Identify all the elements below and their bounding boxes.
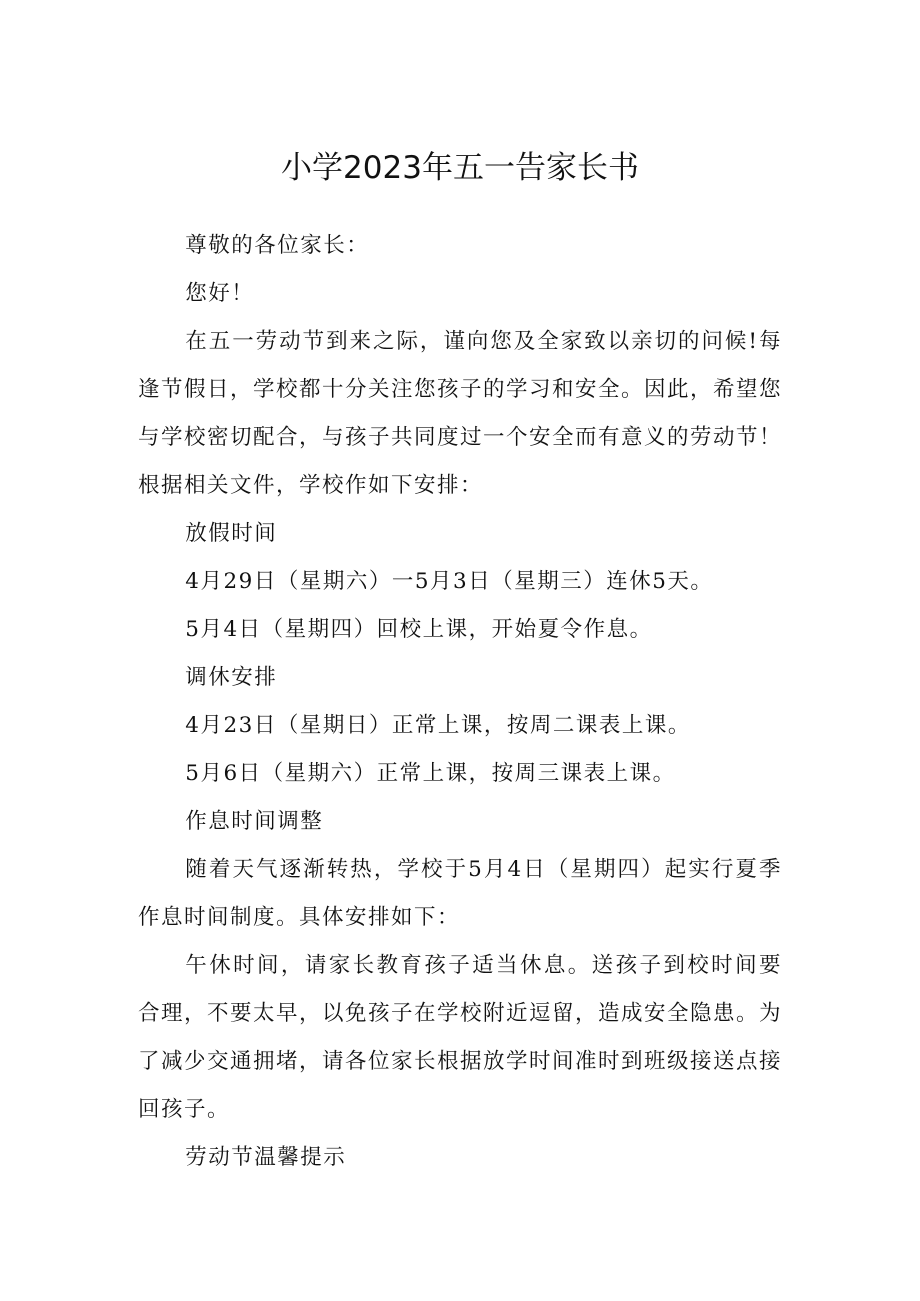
section-heading-schedule-adjustment: 作息时间调整	[185, 809, 324, 834]
section-heading-holiday-tips: 劳动节温馨提示	[185, 1145, 347, 1170]
summer-schedule-paragraph: 随着天气逐渐转热，学校于5月4日（星期四）起实行夏季作息时间制度。具体安排如下：	[138, 857, 782, 930]
return-to-school-line: 5月4日（星期四）回校上课，开始夏令作息。	[185, 617, 653, 642]
section-heading-holiday-time: 放假时间	[185, 521, 278, 546]
section-heading-makeup-schedule: 调休安排	[185, 665, 278, 690]
makeup-day-may-line: 5月6日（星期六）正常上课，按周三课表上课。	[185, 761, 676, 786]
makeup-day-april-line: 4月23日（星期日）正常上课，按周二课表上课。	[185, 713, 691, 738]
greeting-line: 尊敬的各位家长：	[185, 233, 370, 258]
holiday-dates-line: 4月29日（星期六）一5月3日（星期三）连休5天。	[185, 569, 714, 594]
document-body	[138, 222, 782, 1182]
intro-paragraph: 在五一劳动节到来之际，谨向您及全家致以亲切的问候!每逢节假日，学校都十分关注您孩子的学习和安全。因此，希望您与学校密切配合，与孩子共同度过一个安全而有意义的劳动节！根据相关文件，学校作如下安排：	[138, 329, 783, 498]
nap-time-paragraph: 午休时间，请家长教育孩子适当休息。送孩子到校时间要合理，不要太早，以免孩子在学校附近逗留，造成安全隐患。为了减少交通拥堵，请各位家长根据放学时间准时到班级接送点接回孩子。	[138, 953, 783, 1122]
salutation-line: 您好！	[185, 281, 255, 306]
document-title: 小学2023年五一告家长书	[281, 150, 639, 186]
